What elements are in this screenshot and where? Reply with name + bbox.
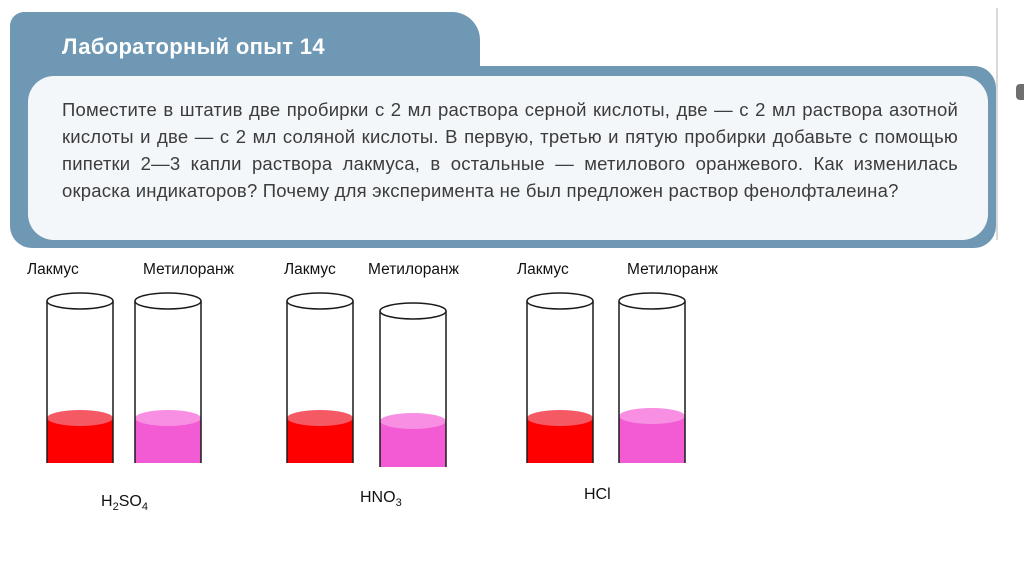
formula-part: SO — [118, 493, 142, 510]
tube-liquid-surface — [287, 410, 353, 426]
tube-opening — [619, 293, 685, 309]
tube-label-6: Метилоранж — [627, 261, 718, 278]
tube-opening — [380, 303, 446, 319]
test-tube — [380, 303, 446, 467]
formula-h2so4 — [101, 493, 148, 513]
formula-subscript: 3 — [395, 497, 402, 510]
tube-opening — [527, 293, 593, 309]
formula-subscript: 2 — [112, 501, 119, 514]
formula-part: HCl — [584, 486, 611, 503]
formula-part: HNO — [360, 489, 396, 506]
test-tube — [47, 293, 113, 463]
tube-label-1: Лакмус — [27, 261, 79, 278]
tube-opening — [135, 293, 201, 309]
tube-label-2: Метилоранж — [143, 261, 234, 278]
tube-label-4: Метилоранж — [368, 261, 459, 278]
tube-label-5: Лакмус — [517, 261, 569, 278]
test-tube — [287, 293, 353, 463]
test-tube — [527, 293, 593, 463]
formula-hcl — [584, 486, 611, 504]
tube-opening — [287, 293, 353, 309]
tube-liquid-surface — [47, 410, 113, 426]
formula-hno3 — [360, 489, 402, 509]
formula-subscript: 4 — [141, 501, 148, 514]
formula-part: H — [101, 493, 113, 510]
instructions-text: Поместите в штатив две пробирки с 2 мл раствора серной кислоты, две — с 2 мл раствора азотной кислоты и две — с 2 мл соляной кислоты. В первую, третью и пятую пробирки добавьте с помощью пипетки 2—3 капли раствора лакмуса, в остальные — метилового оранжевого. Как изменилась окраска индикаторов? Почему для эксперимента не был предложен раствор фенолфталеина? — [62, 99, 958, 201]
tube-label-3: Лакмус — [284, 261, 336, 278]
tube-liquid-surface — [619, 408, 685, 424]
test-tube — [135, 293, 201, 463]
tube-liquid-surface — [527, 410, 593, 426]
tube-liquid-surface — [380, 413, 446, 429]
tube-opening — [47, 293, 113, 309]
card-title: Лабораторный опыт 14 — [62, 34, 325, 59]
tube-liquid-surface — [135, 410, 201, 426]
test-tube — [619, 293, 685, 463]
